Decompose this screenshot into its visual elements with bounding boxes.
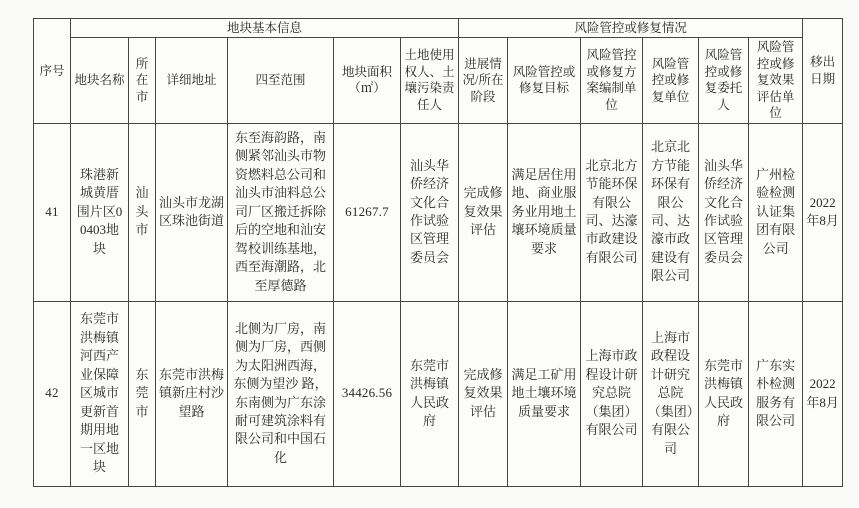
- cell-land-user: 汕头华侨经济文化合作试验区管理委员会: [401, 123, 459, 301]
- cell-progress: 完成修复效果评估: [459, 123, 508, 301]
- cell-client: 汕头华侨经济文化合作试验区管理委员会: [699, 123, 749, 301]
- cell-area: 61267.7: [334, 123, 401, 301]
- cell-land-user: 东莞市洪梅镇人民政府: [401, 301, 459, 486]
- header-serial-number: 序号: [34, 19, 71, 124]
- cell-target: 满足居住用地、商业服务业用地土壤环境质量要求: [508, 123, 581, 301]
- cell-city: 汕头市: [129, 123, 156, 301]
- cell-target: 满足工矿用地土壤环境质量要求: [508, 301, 581, 486]
- cell-assessment-unit: 广州检验检测认证集团有限公司: [749, 123, 803, 301]
- cell-remediation-unit: 北京北方节能环保有限公司、达濠市政建设有限公司: [643, 123, 699, 301]
- col-header-city: 所在市: [129, 38, 156, 124]
- col-header-address: 详细地址: [156, 38, 228, 124]
- col-header-parcel-name: 地块名称: [71, 38, 129, 124]
- cell-serial: 42: [34, 301, 71, 486]
- cell-address: 汕头市龙湖区珠池街道: [156, 123, 228, 301]
- cell-plan-unit: 上海市政程设计研究总院（集团）有限公司: [581, 301, 643, 486]
- column-header-row: [34, 38, 843, 124]
- col-header-assessment-unit: 风险管控或修复效果评估单位: [749, 38, 803, 124]
- col-header-plan-unit: 风险管控或修复方案编制单位: [581, 38, 643, 124]
- col-header-area: 地块面积（㎡）: [334, 38, 401, 124]
- col-header-target: 风险管控或修复目标: [508, 38, 581, 124]
- cell-removal-date: 2022年8月: [803, 123, 843, 301]
- cell-area: 34426.56: [334, 301, 401, 486]
- cell-boundaries: 东至海韵路，南侧紧邻汕头市物资燃料总公司和汕头市油料总公司厂区搬迁拆除后的空地和汕安驾校训练基地，西至海潮路，北至厚德路: [228, 123, 334, 301]
- header-risk-control-info: 风险管控或修复情况: [459, 19, 803, 38]
- cell-parcel-name: 珠港新城黄厝围片区00403地块: [71, 123, 129, 301]
- header-parcel-basic-info: 地块基本信息: [71, 19, 459, 38]
- col-header-client: 风险管控或修复委托人: [699, 38, 749, 124]
- cell-progress: 完成修复效果评估: [459, 301, 508, 486]
- cell-remediation-unit: 上海市政程设计研究总院（集团）有限公司: [643, 301, 699, 486]
- cell-removal-date: 2022年8月: [803, 301, 843, 486]
- col-header-progress: 进展情况/所在阶段: [459, 38, 508, 124]
- cell-plan-unit: 北京北方节能环保有限公司、达濠市政建设有限公司: [581, 123, 643, 301]
- col-header-land-user: 土地使用权人、土壤污染责任人: [401, 38, 459, 124]
- cell-city: 东莞市: [129, 301, 156, 486]
- col-header-boundaries: 四至范围: [228, 38, 334, 124]
- scanned-document-page: [33, 18, 843, 487]
- cell-address: 东莞市洪梅镇新庄村沙望路: [156, 301, 228, 486]
- cell-parcel-name: 东莞市洪梅镇河西产业保障区城市更新首期用地一区地块: [71, 301, 129, 486]
- group-header-row: [34, 19, 843, 38]
- cell-boundaries: 北侧为厂房，南侧为厂房，西侧为太阳洲西海，东侧为望沙 路，东南侧为广东涂耐可建筑涂料有限公司和中国石化: [228, 301, 334, 486]
- cell-assessment-unit: 广东实朴检测服务有限公司: [749, 301, 803, 486]
- table-row: [34, 301, 843, 486]
- col-header-remediation-unit: 风险管控或修复单位: [643, 38, 699, 124]
- table-row: [34, 123, 843, 301]
- header-removal-date: 移出日期: [803, 19, 843, 124]
- cell-serial: 41: [34, 123, 71, 301]
- cell-client: 东莞市洪梅镇人民政府: [699, 301, 749, 486]
- land-remediation-removal-table: [33, 18, 843, 487]
